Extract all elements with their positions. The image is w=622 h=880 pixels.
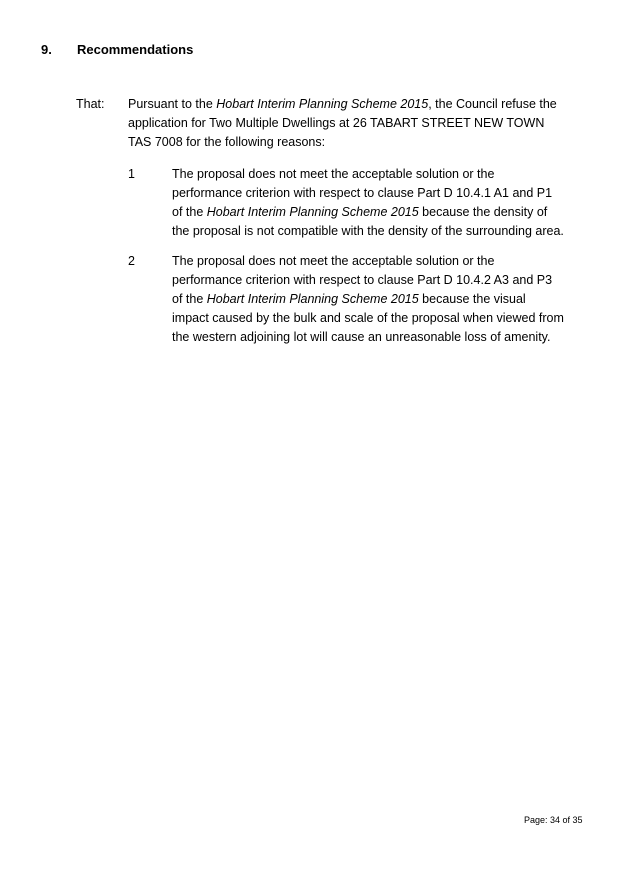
reason-text bbox=[172, 252, 564, 347]
reason-text-post: because the density of the proposal is not compatible with the density of the surrounding area. bbox=[172, 205, 564, 238]
section-number: 9. bbox=[41, 42, 52, 57]
resolution-intro-post: , the Council refuse the application for Two Multiple Dwellings at 26 TABART STREET NEW TOWN TAS 7008 for the following reasons: bbox=[128, 97, 557, 149]
resolution-intro-pre: Pursuant to the bbox=[128, 97, 217, 111]
reason-scheme-name: Hobart Interim Planning Scheme 2015 bbox=[206, 292, 419, 306]
reason-scheme-name: Hobart Interim Planning Scheme 2015 bbox=[206, 205, 419, 219]
reason-text bbox=[172, 165, 564, 241]
resolution-intro bbox=[128, 95, 568, 152]
reason-text-pre: The proposal does not meet the acceptable solution or the performance criterion with respect to clause Part D 10.4.1 A1 and P1 of the bbox=[172, 167, 553, 219]
reason-number: 2 bbox=[128, 254, 135, 268]
reason-text-pre: The proposal does not meet the acceptable solution or the performance criterion with respect to clause Part D 10.4.2 A3 and P3 of the bbox=[172, 254, 553, 306]
section-title: Recommendations bbox=[77, 42, 194, 57]
page-number: Page: 34 of 35 bbox=[524, 815, 583, 825]
resolution-scheme-name: Hobart Interim Planning Scheme 2015 bbox=[216, 97, 429, 111]
reason-number: 1 bbox=[128, 167, 135, 181]
resolution-label: That: bbox=[76, 97, 105, 111]
section-heading bbox=[41, 42, 193, 57]
reason-text-post: because the visual impact caused by the bulk and scale of the proposal when viewed from the western adjoining lot will cause an unreasonable loss of amenity. bbox=[172, 292, 564, 344]
